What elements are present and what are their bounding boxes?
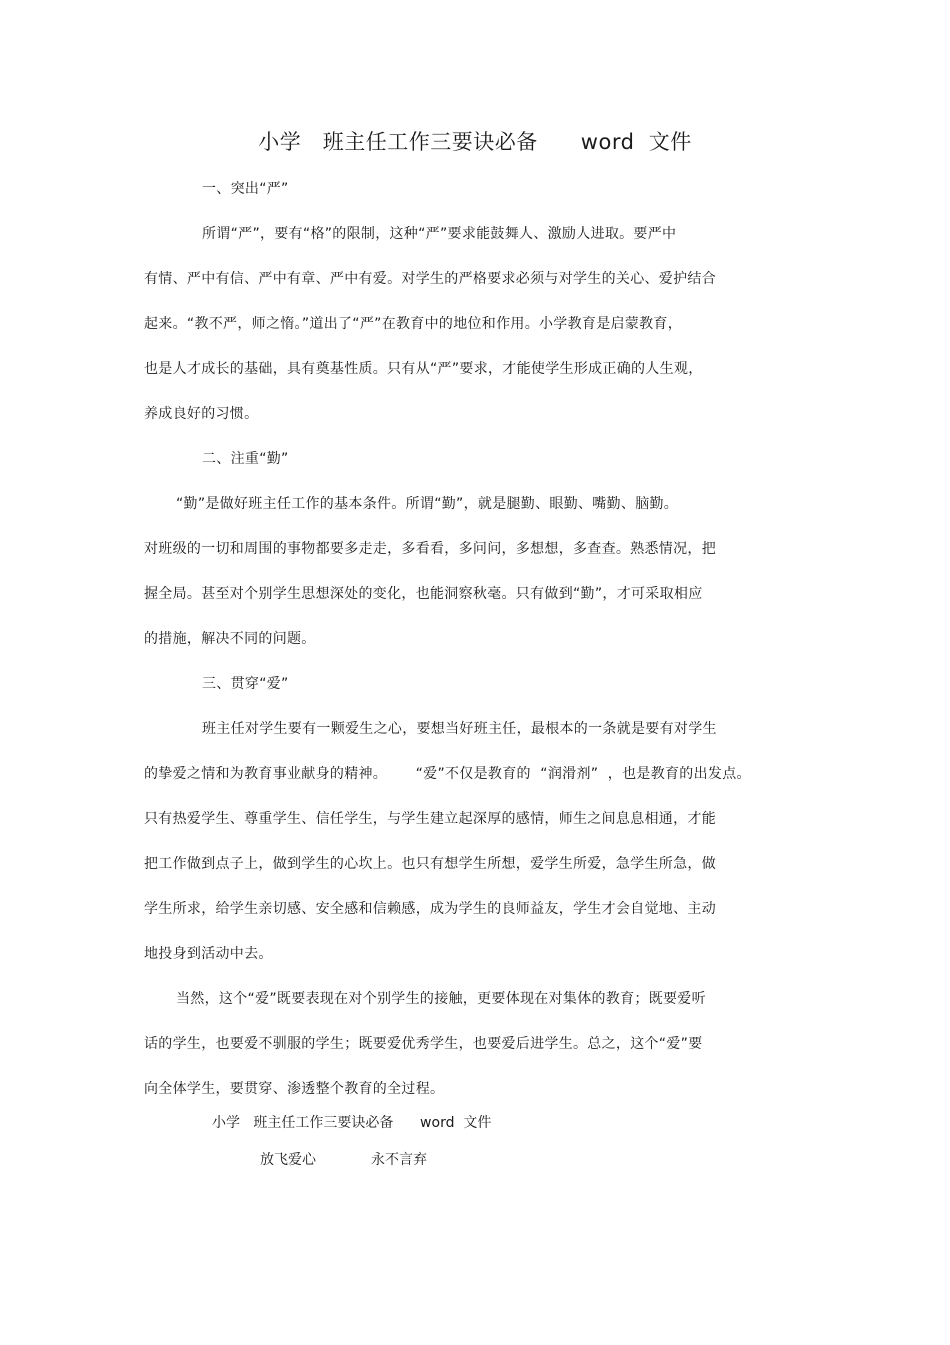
section-heading-2: 二、注重“勤” (202, 451, 289, 467)
paragraph-line: “勤”是做好班主任工作的基本条件。所谓“勤”，就是腿勤、眼勤、嘴勤、脑勤。 (176, 496, 679, 512)
paragraph-line: 也是人才成长的基础，具有奠基性质。只有从“严”要求，才能使学生形成正确的人生观， (144, 361, 703, 377)
paragraph-line: 的措施，解决不同的问题。 (144, 631, 316, 647)
section-heading-3: 三、贯穿“爱” (202, 676, 289, 692)
document-title: 小学 班主任工作三要诀必备 word 文件 (258, 130, 692, 154)
paragraph-line: 向全体学生，要贯穿、渗透整个教育的全过程。 (144, 1081, 445, 1097)
paragraph-line: 养成良好的习惯。 (144, 406, 259, 422)
paragraph-line: 只有热爱学生、尊重学生、信任学生，与学生建立起深厚的感情，师生之间息息相通，才能 (144, 811, 716, 827)
paragraph-line: 地投身到活动中去。 (144, 946, 273, 962)
paragraph-line: 对班级的一切和周围的事物都要多走走，多看看，多问问，多想想，多查查。熟悉情况，把 (144, 541, 716, 557)
paragraph-line: 所谓“严”，要有“格”的限制，这种“严”要求能鼓舞人、激励人进取。要严中 (202, 226, 677, 242)
paragraph-line: 话的学生，也要爱不驯服的学生；既要爱优秀学生，也要爱后进学生。总之，这个“爱”要 (144, 1036, 703, 1052)
paragraph-line: 起来。“教不严，师之惰。”道出了“严”在教育中的地位和作用。小学教育是启蒙教育， (144, 316, 683, 332)
paragraph-line: 当然，这个“爱”既要表现在对个别学生的接触，更要体现在对集体的教育；既要爱听 (176, 991, 706, 1007)
footer-title: 小学 班主任工作三要诀必备 word 文件 (212, 1115, 492, 1131)
paragraph-line: 把工作做到点子上，做到学生的心坎上。也只有想学生所想，爱学生所爱，急学生所急，做 (144, 856, 716, 872)
paragraph-line: 握全局。甚至对个别学生思想深处的变化，也能洞察秋毫。只有做到“勤”，才可采取相应 (144, 586, 703, 602)
paragraph-line: 班主任对学生要有一颗爱生之心，要想当好班主任，最根本的一条就是要有对学生 (202, 721, 717, 737)
paragraph-line: 的挚爱之情和为教育事业献身的精神。 “爱”不仅是教育的 “润滑剂” ，也是教育的出发点。 (144, 766, 751, 782)
section-heading-1: 一、突出“严” (202, 181, 289, 197)
paragraph-line: 有情、严中有信、严中有章、严中有爱。对学生的严格要求必须与对学生的关心、爱护结合 (144, 271, 716, 287)
paragraph-line: 学生所求，给学生亲切感、安全感和信赖感，成为学生的良师益友，学生才会自觉地、主动 (144, 901, 716, 917)
footer-slogan-left: 放飞爱心 (260, 1152, 316, 1168)
footer-slogan-right: 永不言弃 (371, 1152, 427, 1168)
